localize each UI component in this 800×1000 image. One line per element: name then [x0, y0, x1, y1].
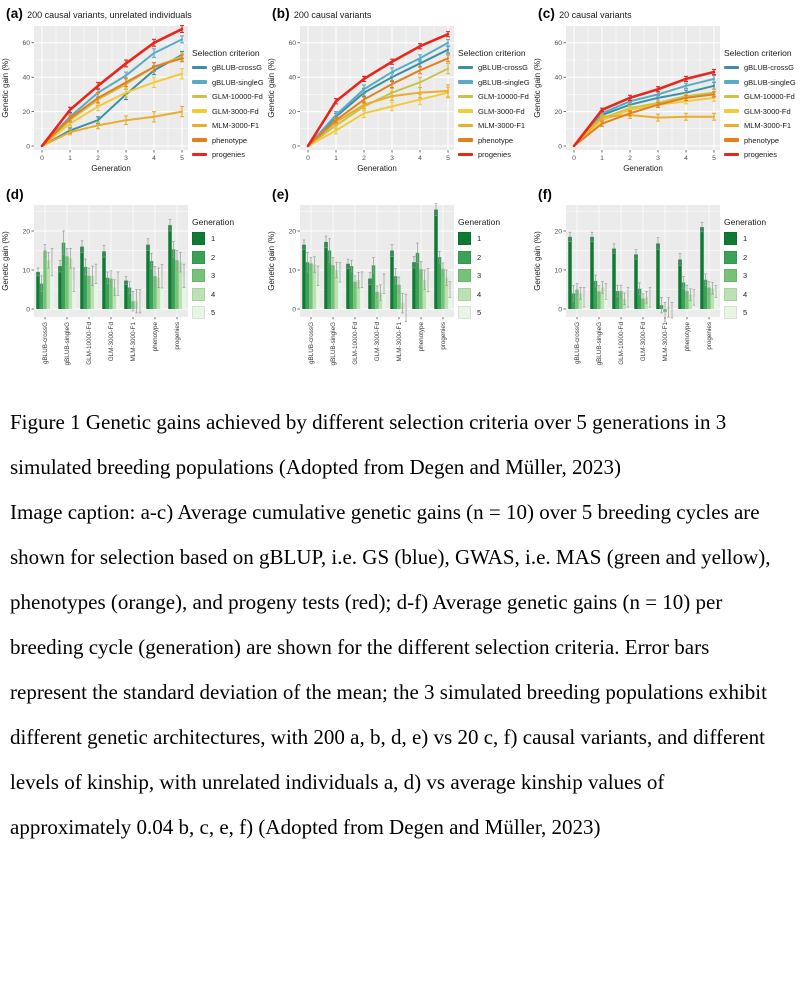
caption-paragraph-1: Figure 1 Genetic gains achieved by different selection criteria over 5 generations in 3 simulated breeding populations (Adopted from Degen and Müller, 2023)	[10, 410, 727, 479]
bar-gBLUB-singleG-gen1	[324, 242, 328, 309]
y-tick-label: 40	[288, 74, 296, 82]
legend-item	[192, 136, 264, 145]
legend-title: Selection criterion	[458, 48, 526, 58]
legend-item	[458, 78, 530, 87]
x-tick-label: 1	[334, 155, 338, 162]
legend-item	[724, 269, 794, 282]
legend-items	[192, 232, 262, 319]
caption-paragraph-2: Image caption: a-c) Average cumulative genetic gains (n = 10) over 5 breeding cycles are shown for selection based on gBLUP, i.e. GS (blue), GWAS, i.e. MAS (green and yellow), phenotypes (orange), and progeny tests (red); d-f) Average genetic gains (n = 10) per breeding cycle (generation) are shown for the different selection criteria. Error bars represent the standard deviation of the mean; the 3 simulated breeding populations exhibit different genetic architectures, with 200 a, b, d, e) vs 20 c, f) causal variants, and different levels of kinship, with unrelated individuals a, d) vs average kinship values of approximately 0.04 b, c, e, f) (Adopted from Degen and Müller, 2023)	[10, 500, 771, 839]
legend-item	[458, 136, 530, 145]
legend-line-swatch	[192, 109, 207, 113]
x-category-label: GLM-10000-Fd	[618, 322, 626, 365]
x-tick-label: 3	[124, 155, 128, 162]
legend-label: progenies	[212, 150, 245, 159]
y-tick-label: 0	[26, 143, 30, 151]
legend-color-swatch	[192, 306, 205, 319]
panel-label: (b)	[272, 6, 290, 21]
x-axis-label: Generation	[91, 164, 131, 173]
legend-item	[458, 63, 530, 72]
figure	[0, 0, 800, 394]
legend-item	[192, 92, 264, 101]
y-tick-label: 20	[554, 108, 562, 116]
y-tick-label: 20	[554, 228, 562, 236]
legend-item	[458, 150, 530, 159]
y-tick-label: 10	[554, 267, 562, 275]
legend-item	[458, 288, 528, 301]
legend-line-swatch	[458, 66, 473, 70]
legend-label: progenies	[478, 150, 511, 159]
line-chart-b	[266, 22, 458, 183]
y-tick-label: 40	[554, 74, 562, 82]
panel-label: (a)	[6, 6, 24, 21]
legend-line-swatch	[458, 153, 473, 157]
legend-color-swatch	[724, 251, 737, 264]
legend-line-swatch	[724, 66, 739, 70]
legend-title: Generation	[458, 217, 501, 227]
bar-MLM-3000-F1-gen1	[390, 251, 394, 310]
bar-gBLUB-crossG-gen1	[302, 245, 306, 309]
x-category-label: gBLUB-singleG	[64, 322, 72, 366]
legend-label: GLM-10000-Fd	[478, 92, 529, 101]
legend-label: gBLUB-singleG	[212, 77, 264, 87]
legend-item	[458, 232, 528, 245]
bar-chart-svg	[532, 203, 724, 389]
legend-color-swatch	[458, 306, 471, 319]
legend-line-swatch	[192, 153, 207, 157]
legend-item	[724, 63, 796, 72]
x-tick-label: 4	[152, 155, 156, 162]
legend-label: GLM-3000-Fd	[744, 106, 791, 116]
x-category-label: phenotype	[418, 322, 426, 352]
x-tick-label: 5	[712, 155, 716, 162]
x-category-label: GLM-10000-Fd	[352, 322, 360, 365]
bar-chart-e	[266, 203, 458, 394]
bar-chart-d	[0, 203, 192, 394]
legend-items	[192, 63, 264, 159]
legend-title: Selection criterion	[192, 48, 260, 58]
legend-color-swatch	[458, 288, 471, 301]
legend-label: phenotype	[212, 135, 248, 145]
line-chart-c	[532, 22, 724, 183]
bar-gBLUB-singleG-gen1	[590, 237, 594, 309]
panel-title: 200 causal variants	[293, 10, 372, 20]
panel-c-header	[532, 2, 798, 22]
legend-label: 1	[743, 234, 748, 243]
legend-item	[192, 107, 264, 116]
legend-color-swatch	[458, 269, 471, 282]
y-tick-label: 0	[558, 306, 562, 314]
legend-item	[724, 121, 796, 130]
x-tick-label: 4	[684, 155, 688, 162]
x-tick-label: 5	[446, 155, 450, 162]
bar-phenotype-gen1	[678, 259, 682, 309]
x-tick-label: 0	[572, 155, 576, 162]
panel-label: (e)	[272, 187, 290, 202]
y-tick-label: 60	[22, 40, 30, 48]
bar-progenies-gen2	[438, 257, 442, 309]
legend-color-swatch	[192, 251, 205, 264]
legend-label: 5	[477, 308, 482, 317]
bar-GLM-10000-Fd-gen1	[80, 247, 84, 309]
y-axis-label: Genetic gain (%)	[267, 58, 276, 118]
bar-phenotype-gen1	[412, 262, 416, 309]
legend-item	[724, 150, 796, 159]
legend-line-swatch	[724, 80, 739, 84]
y-axis-label: Genetic gain (%)	[533, 231, 542, 291]
x-axis-label: Generation	[623, 164, 663, 173]
panel-c	[532, 2, 798, 183]
x-tick-label: 0	[306, 155, 310, 162]
bar-GLM-10000-Fd-gen2	[350, 266, 354, 309]
legend-item	[192, 288, 262, 301]
legend-line-swatch	[192, 124, 207, 128]
x-category-label: progenies	[440, 322, 448, 350]
legend-item	[192, 251, 262, 264]
x-tick-label: 4	[418, 155, 422, 162]
legend-label: progenies	[744, 150, 777, 159]
bar-GLM-3000-Fd-gen1	[634, 254, 638, 309]
legend-color-swatch	[192, 269, 205, 282]
legend-line-swatch	[458, 138, 473, 142]
legend-label: gBLUB-singleG	[478, 77, 530, 87]
legend-label: 4	[211, 289, 216, 299]
bar-chart-svg	[0, 203, 192, 389]
x-category-label: progenies	[174, 322, 182, 350]
legend-item	[192, 306, 262, 319]
legend-label: 3	[211, 271, 216, 280]
y-tick-label: 40	[22, 74, 30, 82]
y-axis-label: Genetic gain (%)	[1, 58, 10, 118]
panel-f-header	[532, 183, 798, 203]
legend-item	[724, 251, 794, 264]
y-tick-label: 0	[26, 306, 30, 314]
legend-item	[192, 232, 262, 245]
x-category-label: phenotype	[152, 322, 160, 352]
y-tick-label: 20	[22, 228, 30, 236]
x-tick-label: 0	[40, 155, 44, 162]
line-chart-svg	[0, 22, 192, 178]
legend-label: gBLUB-singleG	[744, 77, 796, 87]
legend-items	[458, 232, 528, 319]
legend-label: 5	[211, 308, 216, 317]
legend-title: Generation	[724, 217, 767, 227]
legend-item	[458, 251, 528, 264]
legend-item	[458, 107, 530, 116]
x-tick-label: 2	[362, 155, 366, 162]
legend-label: 1	[211, 234, 216, 243]
legend-color-swatch	[192, 288, 205, 301]
panel-a-header	[0, 2, 266, 22]
legend-color-swatch	[724, 306, 737, 319]
bar-charts-row	[0, 183, 800, 394]
legend-label: 3	[477, 271, 482, 280]
panel-label: (c)	[538, 6, 556, 21]
line-chart-a	[0, 22, 192, 183]
legend-label: 2	[477, 252, 482, 262]
x-tick-label: 2	[96, 155, 100, 162]
bar-chart-f	[532, 203, 724, 394]
legend-item	[458, 306, 528, 319]
panel-b-header	[266, 2, 532, 22]
bar-MLM-3000-F1-gen1	[656, 243, 660, 309]
x-tick-label: 5	[180, 155, 184, 162]
legend-item	[458, 269, 528, 282]
bar-GLM-10000-Fd-gen1	[612, 249, 616, 309]
panel-f	[532, 183, 798, 394]
legend-line-swatch	[458, 80, 473, 84]
legend-line-swatch	[192, 138, 207, 142]
x-category-label: gBLUB-singleG	[330, 322, 338, 366]
legend-label: gBLUB-crossG	[478, 63, 529, 72]
y-tick-label: 10	[22, 267, 30, 275]
legend-color-swatch	[724, 288, 737, 301]
legend-line-swatch	[192, 66, 207, 70]
bar-progenies-gen1	[700, 227, 704, 309]
legend-color-swatch	[192, 232, 205, 245]
y-tick-label: 20	[288, 108, 296, 116]
x-tick-label: 3	[656, 155, 660, 162]
legend-line-swatch	[458, 109, 473, 113]
bar-gBLUB-crossG-gen3	[309, 263, 313, 309]
legend-label: 3	[743, 271, 748, 280]
legend-label: GLM-3000-Fd	[478, 106, 525, 116]
y-tick-label: 0	[292, 306, 296, 314]
bar-gBLUB-crossG-gen1	[568, 237, 572, 309]
bar-GLM-10000-Fd-gen1	[346, 264, 350, 309]
y-tick-label: 10	[288, 267, 296, 275]
x-tick-label: 1	[68, 155, 72, 162]
legend-item	[724, 288, 794, 301]
panel-e-header	[266, 183, 532, 203]
line-chart-svg	[266, 22, 458, 178]
y-tick-label: 0	[292, 143, 296, 151]
bar-gBLUB-crossG-gen1	[36, 272, 40, 309]
legend-item	[724, 232, 794, 245]
legend-label: GLM-10000-Fd	[212, 92, 263, 101]
legend-line-swatch	[724, 124, 739, 128]
legend-item	[192, 63, 264, 72]
x-tick-label: 2	[628, 155, 632, 162]
x-category-label: progenies	[706, 322, 714, 350]
legend-line-swatch	[724, 153, 739, 157]
legend-line-swatch	[458, 95, 473, 99]
legend-item	[192, 121, 264, 130]
legend-item	[458, 92, 530, 101]
legend-title: Selection criterion	[724, 48, 792, 58]
y-axis-label: Genetic gain (%)	[533, 58, 542, 118]
legend-label: 5	[743, 308, 748, 317]
bar-gBLUB-crossG-gen3	[43, 251, 47, 310]
legend-item	[724, 107, 796, 116]
generation-legend	[192, 217, 262, 325]
x-category-label: GLM-3000-Fd	[640, 322, 648, 362]
legend-item	[724, 92, 796, 101]
x-category-label: phenotype	[684, 322, 692, 352]
legend-items	[724, 232, 794, 319]
y-axis-label: Genetic gain (%)	[267, 231, 276, 291]
y-tick-label: 60	[288, 40, 296, 48]
panel-d-header	[0, 183, 266, 203]
bar-GLM-3000-Fd-gen1	[102, 251, 106, 309]
legend-label: GLM-10000-Fd	[744, 92, 795, 101]
selection-criterion-legend	[724, 48, 796, 165]
legend-color-swatch	[458, 251, 471, 264]
y-tick-label: 20	[22, 108, 30, 116]
legend-title: Generation	[192, 217, 235, 227]
legend-item	[724, 136, 796, 145]
legend-line-swatch	[724, 138, 739, 142]
bar-phenotype-gen1	[146, 245, 150, 309]
legend-item	[192, 78, 264, 87]
panel-label: (d)	[6, 187, 24, 202]
x-tick-label: 1	[600, 155, 604, 162]
legend-color-swatch	[724, 269, 737, 282]
panel-a	[0, 2, 266, 183]
legend-line-swatch	[192, 95, 207, 99]
legend-color-swatch	[458, 232, 471, 245]
legend-label: gBLUB-crossG	[212, 63, 263, 72]
panel-e	[266, 183, 532, 394]
selection-criterion-legend	[458, 48, 530, 165]
x-tick-label: 3	[390, 155, 394, 162]
legend-color-swatch	[724, 232, 737, 245]
bar-MLM-3000-F1-gen1	[124, 281, 128, 309]
x-category-label: gBLUB-crossG	[42, 322, 50, 364]
legend-line-swatch	[192, 80, 207, 84]
selection-criterion-legend	[192, 48, 264, 165]
legend-item	[192, 269, 262, 282]
x-category-label: GLM-10000-Fd	[86, 322, 94, 365]
legend-items	[458, 63, 530, 159]
panel-title: 20 causal variants	[559, 10, 632, 20]
legend-label: gBLUB-crossG	[744, 63, 795, 72]
x-category-label: gBLUB-crossG	[574, 322, 582, 364]
legend-line-swatch	[458, 124, 473, 128]
legend-label: 2	[211, 252, 216, 262]
bar-gBLUB-singleG-gen1	[58, 266, 62, 309]
generation-legend	[458, 217, 528, 325]
legend-label: 1	[477, 234, 482, 243]
x-axis-label: Generation	[357, 164, 397, 173]
y-tick-label: 60	[554, 40, 562, 48]
x-category-label: MLM-3000-F1	[662, 322, 670, 362]
x-category-label: GLM-3000-Fd	[374, 322, 382, 362]
y-axis-label: Genetic gain (%)	[1, 231, 10, 291]
legend-item	[724, 78, 796, 87]
legend-label: MLM-3000-F1	[212, 121, 260, 130]
legend-label: phenotype	[478, 135, 514, 145]
x-category-label: MLM-3000-F1	[396, 322, 404, 362]
legend-line-swatch	[724, 109, 739, 113]
bar-progenies-gen2	[172, 249, 176, 309]
legend-item	[192, 150, 264, 159]
legend-label: 4	[743, 289, 748, 299]
legend-label: phenotype	[744, 135, 780, 145]
y-tick-label: 0	[558, 143, 562, 151]
legend-label: MLM-3000-F1	[478, 121, 526, 130]
figure-caption	[0, 394, 800, 850]
bar-progenies-gen1	[434, 210, 438, 309]
x-category-label: GLM-3000-Fd	[108, 322, 116, 362]
generation-legend	[724, 217, 794, 325]
x-category-label: gBLUB-crossG	[308, 322, 316, 364]
legend-label: 4	[477, 289, 482, 299]
legend-item	[724, 306, 794, 319]
line-charts-row	[0, 2, 800, 183]
bar-chart-svg	[266, 203, 458, 389]
panel-title: 200 causal variants, unrelated individuals	[27, 10, 192, 20]
legend-label: MLM-3000-F1	[744, 121, 792, 130]
panel-d	[0, 183, 266, 394]
line-chart-svg	[532, 22, 724, 178]
legend-label: GLM-3000-Fd	[212, 106, 259, 116]
panel-label: (f)	[538, 187, 553, 202]
y-tick-label: 20	[288, 228, 296, 236]
legend-label: 2	[743, 252, 748, 262]
legend-item	[458, 121, 530, 130]
legend-items	[724, 63, 796, 159]
x-category-label: gBLUB-singleG	[596, 322, 604, 366]
bar-progenies-gen1	[168, 225, 172, 309]
legend-line-swatch	[724, 95, 739, 99]
x-category-label: MLM-3000-F1	[130, 322, 138, 362]
panel-b	[266, 2, 532, 183]
